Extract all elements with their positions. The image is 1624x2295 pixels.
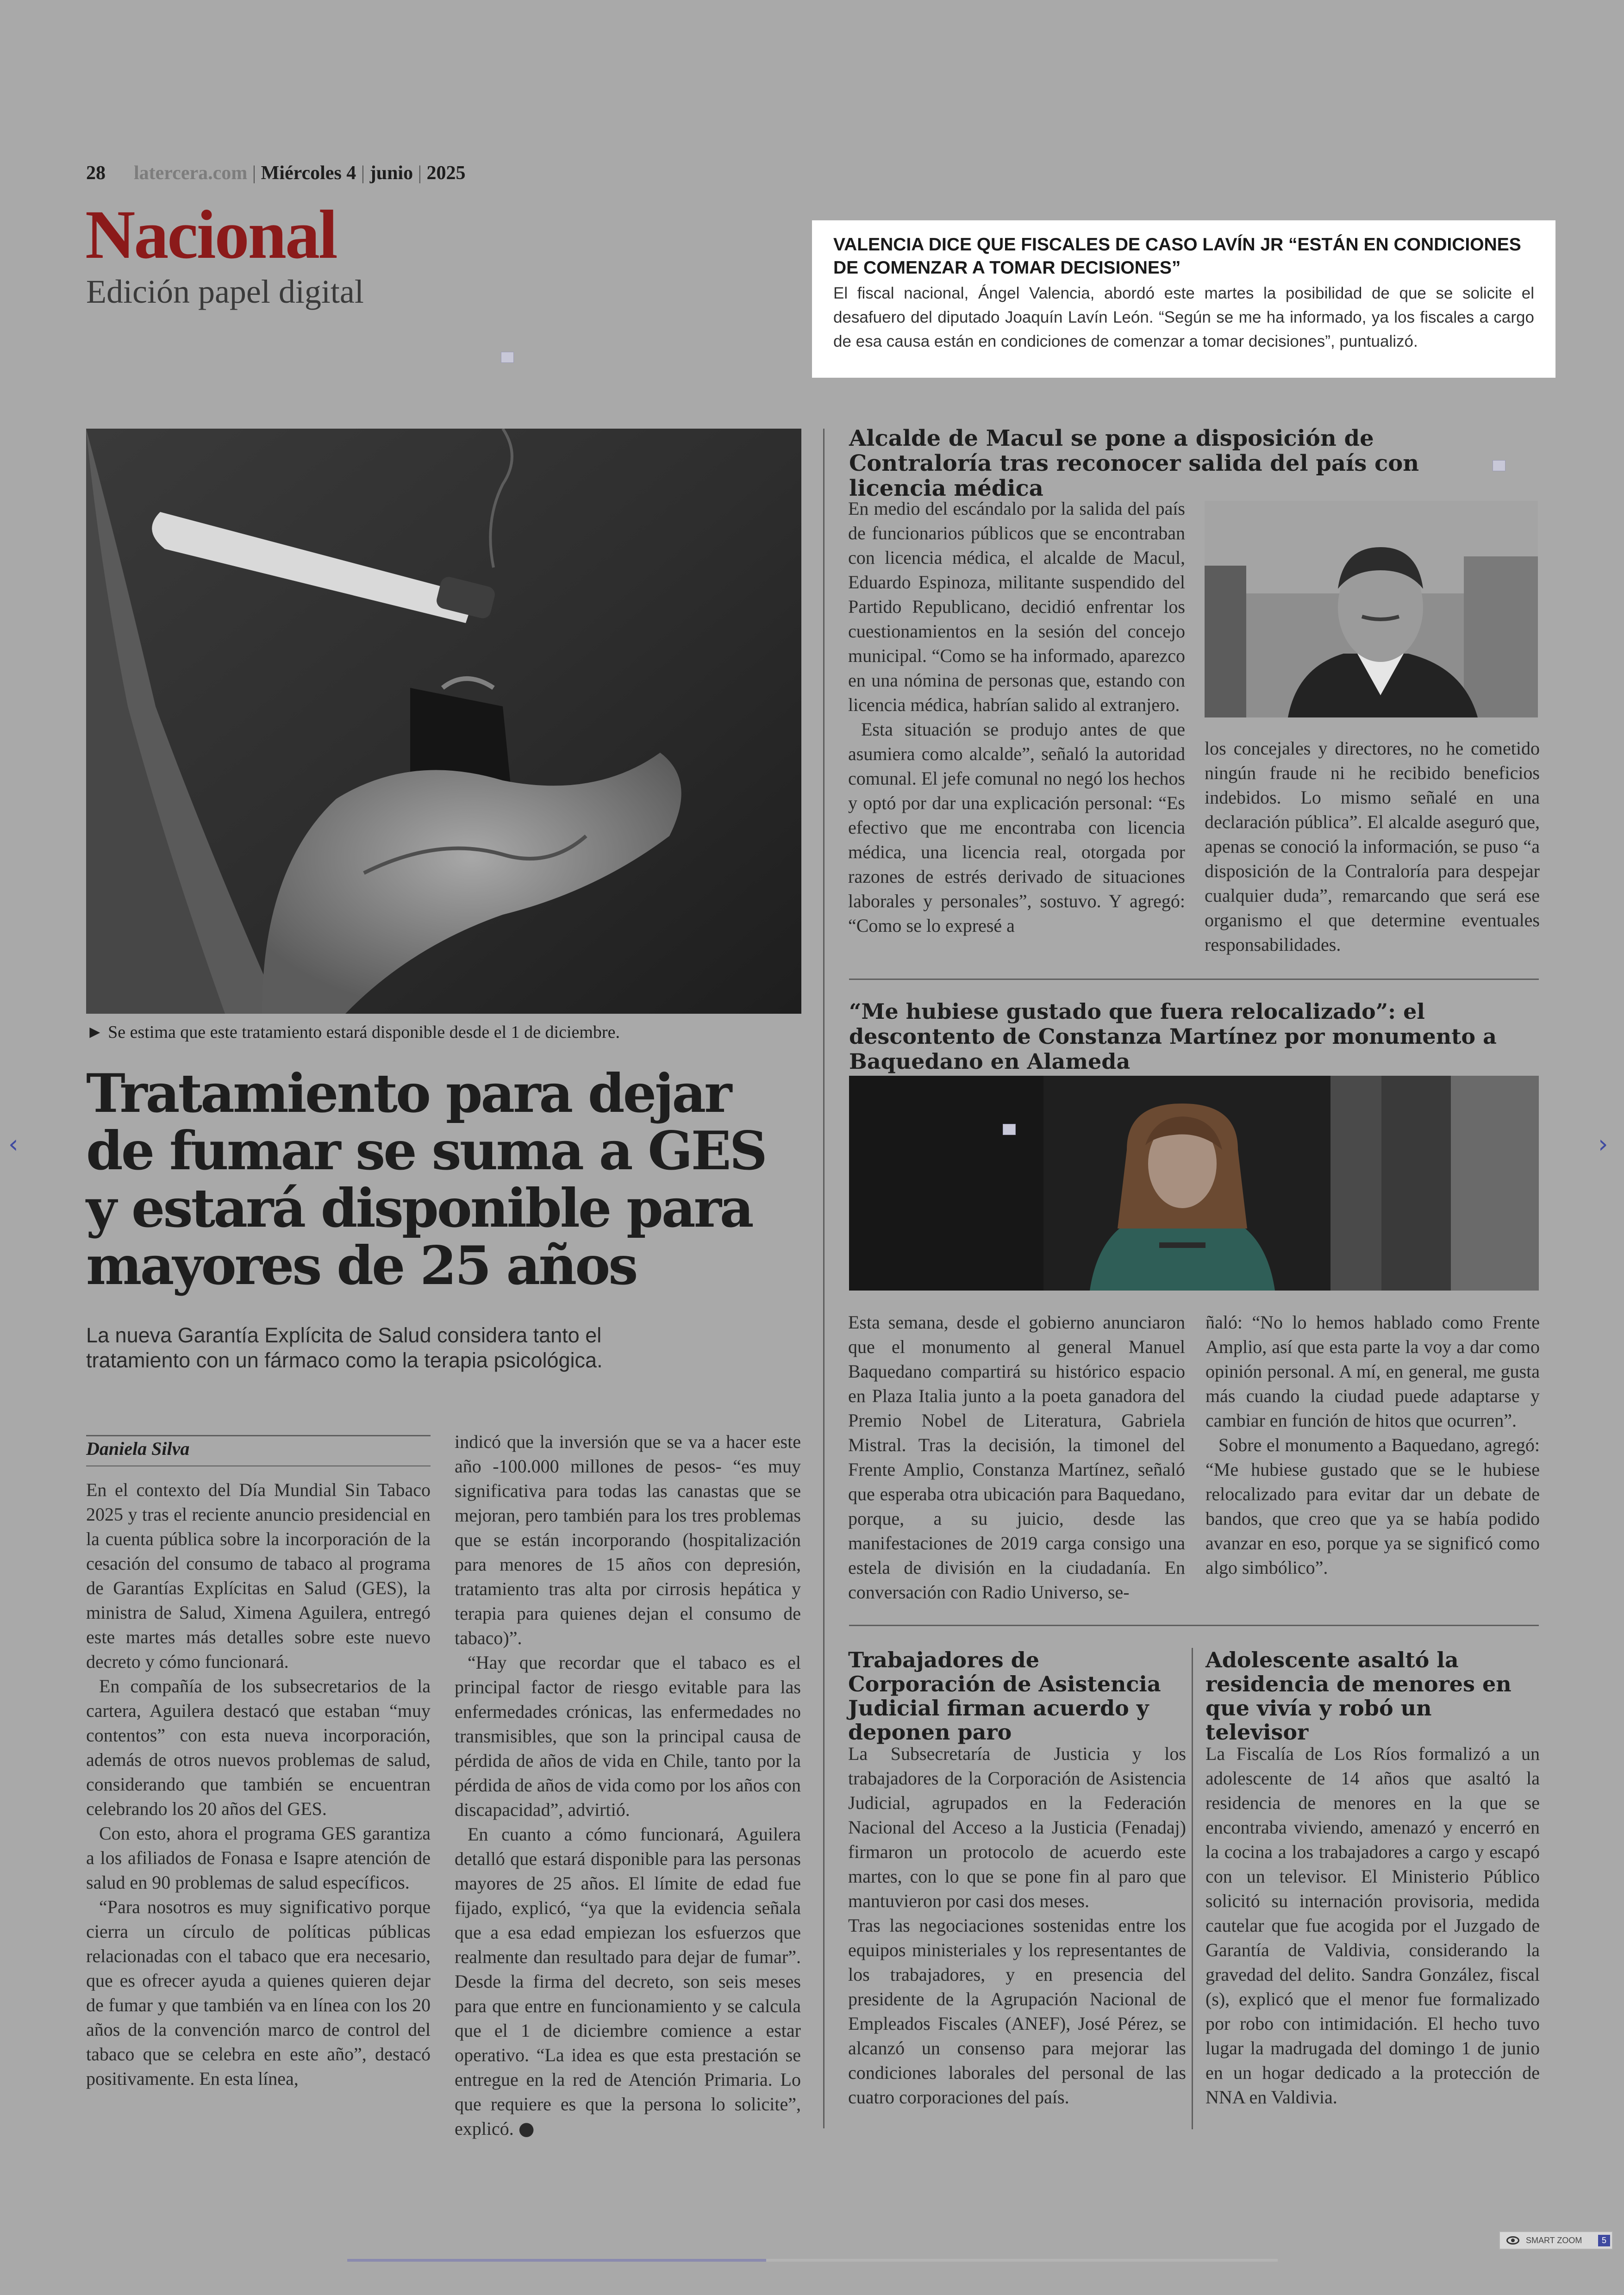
zoom-badge: 5: [1598, 2235, 1610, 2246]
baquedano-headline: “Me hubiese gustado que fuera relocalizado”: el descontento de Constanza Martínez por monumento a Baquedano en Alameda: [849, 999, 1497, 1074]
macul-headline: Alcalde de Macul se pone a disposición de Contraloría tras reconocer salida del país con licencia médica: [849, 425, 1419, 501]
column-divider: [823, 429, 824, 2128]
adolescente-body: [1206, 1741, 1540, 2109]
paragraph: “Para nosotros es muy significativo porque cierra un círculo de políticas públicas relacionadas con el tabaco que era necesario, que es ofrecer ayuda a quienes quieren dejar de fumar y que también va en línea con los 20 años de la convención marco de control del tabaco que se celebra en este año”, destacó positivamente. En esta línea,: [86, 1896, 431, 2089]
paragraph: Tras las negociaciones sostenidas entre los equipos ministeriales y los representantes de los trabajadores, y en presencia del presidente de la Agrupación Nacional de Empleados Fiscales (ANEF), José Pérez, se alcanzó un consenso para mejorar las condiciones laborales del personal de las cuatro corporaciones del país.: [848, 1915, 1186, 2108]
story-divider: [849, 1625, 1539, 1626]
paragraph: ñaló: “No lo hemos hablado como Frente Amplio, así que esta parte la voy a dar como opinión personal. A mí, en general, me gusta más cuando la ciudad puede adaptarse y cambiar en función de hitos que ocurren”.: [1206, 1312, 1540, 1431]
paragraph: “Hay que recordar que el tabaco es el principal factor de riesgo evitable para las enfermedades crónicas, las enfermedades no transmisibles, que son la principal causa de pérdida de años de vida en Chile, tanto por la pérdida de años de vida como por los años con discapacidad”, advirtió.: [455, 1652, 801, 1820]
note-marker[interactable]: [501, 352, 514, 363]
paragraph: En medio del escándalo por la salida del país de funcionarios públicos que se encontraban con licencia médica, el alcalde de Macul, Eduardo Espinoza, militante suspendido del Partido Republicano, decidió enfrentar los cuestionamientos en la sesión del concejo municipal. “Como se ha informado, aparezco en una nómina de personas que, estando con licencia médica, habrían salido al extranjero.: [848, 498, 1185, 715]
main-col-1: [86, 1478, 431, 2091]
page-number: 28: [86, 162, 106, 184]
trabajadores-headline: Trabajadores de Corporación de Asistencia Judicial firman acuerdo y deponen paro: [848, 1647, 1161, 1745]
column-divider: [1192, 1648, 1193, 2129]
paragraph: En compañía de los subsecretarios de la cartera, Aguilera destacó que estaban “muy contentos” con esta nueva incorporación, además de otros nuevos problemas de salud, considerando que también se encuentran celebrando los 20 años del GES.: [86, 1676, 431, 1819]
folio-day: Miércoles 4: [261, 162, 356, 184]
mayor-photo: [1205, 501, 1538, 717]
smart-zoom-label: SMART ZOOM: [1526, 2235, 1582, 2245]
chevron-left-icon[interactable]: ‹: [8, 1129, 19, 1159]
paragraph: La Subsecretaría de Justicia y los trabajadores de la Corporación de Asistencia Judicial, agrupados en la Federación Nacional del Acceso a la Justicia (Fenadaj) firmaron un protocolo de acuerdo este martes, con lo que se pone fin al paro que mantuvieron por casi dos meses.: [848, 1743, 1186, 1911]
paragraph: Esta situación se produjo antes de que asumiera como alcalde”, señaló la autoridad comunal. El jefe comunal no negó los hechos y optó por dar una explicación personal: “Es efectivo que me encontraba con licencia médica, una licencia real, otorgada por razones de estrés derivado de situaciones laborales y personales”, sostuvo. Y agregó: “Como se lo expresé a: [848, 719, 1185, 936]
adolescente-headline: Adolescente asaltó la residencia de menores en que vivía y robó un televisor: [1206, 1647, 1512, 1745]
site-name: latercera.com: [134, 162, 248, 184]
brief-box: [812, 220, 1555, 378]
end-mark: ●: [518, 2118, 535, 2139]
reading-progress-fill: [347, 2259, 766, 2262]
trabajadores-body: [848, 1741, 1186, 2109]
paragraph: los concejales y directores, no he cometido ningún fraude ni he recibido beneficios indebidos. Lo mismo señalé en una declaración pública”. El alcalde aseguró que, apenas se conoció la información, se puso “a disposición de la Contraloría para despejar cualquier duda”, remarcando que será ese organismo el que determine eventuales responsabilidades.: [1205, 738, 1540, 955]
main-subhead: La nueva Garantía Explícita de Salud considera tanto el tratamiento con un fármaco como la terapia psicológica.: [86, 1323, 603, 1372]
edition-label: Edición papel digital: [86, 273, 364, 310]
paragraph: indicó que la inversión que se va a hacer este año -100.000 millones de pesos- “es muy significativa para todas las canastas que se mejoran, pero también para los tres problemas que se están incorporando (hospitalización para menores de 15 años con depresión, tratamiento tras alta por cirrosis hepática y terapia para quienes dejan el consumo de tabaco)”.: [455, 1431, 801, 1648]
brief-text: El fiscal nacional, Ángel Valencia, abordó este martes la posibilidad de que se solicite el desafuero del diputado Joaquín Lavín León. “Según se me ha informado, ya los fiscales a cargo de esa causa están en condiciones de comenzar a tomar decisiones”, puntualizó.: [833, 284, 1534, 350]
byline-rule-top: [86, 1435, 431, 1436]
macul-col-2: [1205, 736, 1540, 957]
folio: 28 latercera.com | Miércoles 4 | junio | 2025: [86, 162, 466, 184]
baquedano-col-2: [1206, 1310, 1540, 1580]
reading-progress-track: [347, 2259, 1278, 2262]
photo-caption: ► Se estima que este tratamiento estará disponible desde el 1 de diciembre.: [86, 1023, 620, 1042]
paragraph: [455, 1822, 801, 2141]
brief-title: VALENCIA DICE QUE FISCALES DE CASO LAVÍN JR “ESTÁN EN CONDICIONES DE COMENZAR A TOMAR DECISIONES”: [833, 235, 1521, 278]
chevron-right-icon[interactable]: ›: [1598, 1129, 1608, 1159]
note-marker[interactable]: [1493, 460, 1505, 471]
cigarette-photo: [86, 429, 801, 1014]
note-marker[interactable]: [1003, 1124, 1016, 1135]
section-title: Nacional: [85, 196, 337, 273]
paragraph: Esta semana, desde el gobierno anunciaron que el monumento al general Manuel Baquedano compartirá su histórico espacio en Plaza Italia junto a la poeta ganadora del Premio Nobel de Literatura, Gabriela Mistral. Tras la decisión, la timonel del Frente Amplio, Constanza Martínez, señaló que esperaba otra ubicación para Baquedano, porque, a su juicio, desde las manifestaciones de 2019 carga consigo una estela de división en la ciudadanía. En conversación con Radio Universo, se-: [848, 1312, 1185, 1603]
main-headline: Tratamiento para dejar de fumar se suma a GES y estará disponible para mayores de 25 años: [86, 1062, 766, 1297]
folio-year: 2025: [426, 162, 466, 184]
paragraph: La Fiscalía de Los Ríos formalizó a un adolescente de 14 años que asaltó la residencia de menores en la que se encontraba viviendo, amenazó y encerró en la cocina a los trabajadores a cargo y escapó con un televisor. El Ministerio Público solicitó su internación provisoria, medida cautelar que fue acogida por el Juzgado de Garantía de Valdivia, considerando la gravedad del delito. Sandra González, fiscal (s), explicó que el menor fue formalizado por robo con intimidación. El hecho tuvo lugar la madrugada del domingo 1 de junio en un hogar dedicado a la protección de NNA en Valdivia.: [1206, 1743, 1540, 2108]
folio-month: junio: [369, 162, 413, 184]
story-divider: [849, 979, 1539, 980]
eye-icon: [1506, 2236, 1519, 2245]
paragraph: Sobre el monumento a Baquedano, agregó: “Me hubiese gustado que se le hubiese relocalizado para evitar dar un debate de bandos, que creo que ya se había podido avanzar en eso, porque ya se significó como algo simbólico”.: [1206, 1434, 1540, 1578]
paragraph-text: En cuanto a cómo funcionará, Aguilera detalló que estará disponible para las personas mayores de 25 años. El límite de edad fue fijado, explicó, “ya que la evidencia señala que a esa edad empiezan los esfuerzos que realmente dan resultado para dejar de fumar”. Desde la firma del decreto, son seis meses para que entre en funcionamiento y se calcula que el 1 de diciembre comience a estar operativo. “La idea es que esta prestación se entregue en la red de Atención Primaria. Lo que requiere es que la persona lo solicite”, explicó.: [455, 1824, 801, 2139]
paragraph: Con esto, ahora el programa GES garantiza a los afiliados de Fonasa e Isapre atención de salud en 90 problemas de salud específicos.: [86, 1823, 431, 1893]
smart-zoom-button[interactable]: [1499, 2231, 1613, 2250]
main-col-2: [455, 1429, 801, 2141]
paragraph: En el contexto del Día Mundial Sin Tabaco 2025 y tras el reciente anuncio presidencial en la cuenta pública sobre la incorporación de la cesación del consumo de tabaco al programa de Garantías Explícitas en Salud (GES), la ministra de Salud, Ximena Aguilera, entregó este martes más detalles sobre este nuevo decreto y cómo funcionará.: [86, 1479, 431, 1672]
macul-col-1: [848, 496, 1185, 938]
martinez-photo: [849, 1076, 1539, 1291]
baquedano-col-1: [848, 1310, 1185, 1604]
byline: Daniela Silva: [86, 1438, 190, 1459]
